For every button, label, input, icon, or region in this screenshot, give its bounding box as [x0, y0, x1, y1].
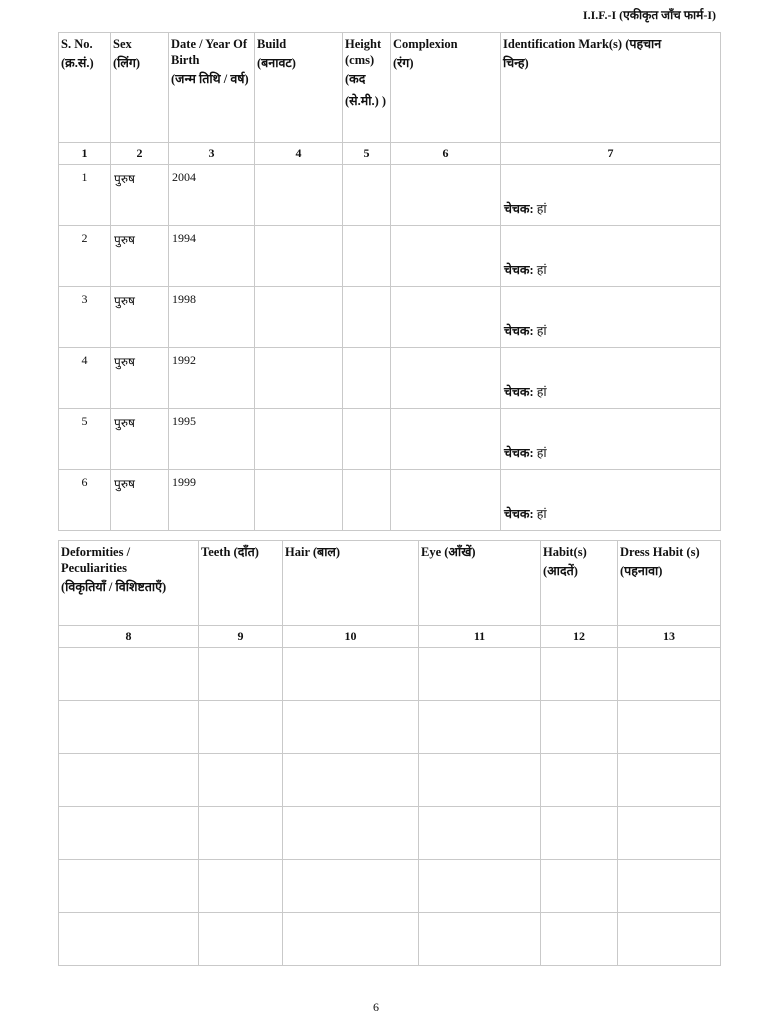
table-header-row [59, 541, 721, 626]
birth-year-cell: 1994 [169, 226, 255, 287]
column-number: 11 [419, 626, 541, 648]
complexion-cell [391, 165, 501, 226]
height-cell [343, 409, 391, 470]
column-number: 3 [169, 143, 255, 165]
column-header-hi: (आदतें) [543, 564, 578, 578]
column-header-en: Eye (आँखें) [421, 545, 476, 559]
column-header-en: S. No. [61, 37, 93, 51]
column-header [59, 541, 199, 626]
column-number: 1 [59, 143, 111, 165]
column-number: 9 [199, 626, 283, 648]
column-number-row [59, 143, 721, 165]
column-header-en: Sex [113, 37, 132, 51]
column-header [169, 33, 255, 143]
column-header [501, 33, 721, 143]
column-header [283, 541, 419, 626]
column-number-row [59, 626, 721, 648]
build-cell [255, 165, 343, 226]
serial-number-cell: 4 [59, 348, 111, 409]
identification-mark [504, 383, 717, 400]
identification-mark-value: हां [536, 324, 547, 338]
column-header-en: Build [257, 37, 287, 51]
column-header-en: Habit(s) [543, 545, 587, 559]
birth-year-cell: 1998 [169, 287, 255, 348]
complexion-cell [391, 348, 501, 409]
identification-mark [504, 505, 717, 522]
complexion-cell [391, 226, 501, 287]
column-header-hi: (पहनावा) [620, 564, 663, 578]
column-number: 12 [541, 626, 618, 648]
identification-mark-label: चेचक: [504, 202, 534, 216]
feature-cell [59, 807, 199, 860]
column-header [618, 541, 721, 626]
identification-mark-cell [501, 348, 721, 409]
birth-year-cell: 1992 [169, 348, 255, 409]
identification-mark-value: हां [536, 446, 547, 460]
birth-year-cell: 2004 [169, 165, 255, 226]
feature-cell [618, 913, 721, 966]
column-header-en: Identification Mark(s) (पहचान [503, 37, 662, 51]
height-cell [343, 470, 391, 531]
feature-cell [283, 754, 419, 807]
feature-cell [199, 648, 283, 701]
feature-cell [59, 860, 199, 913]
physical-features-table [58, 540, 721, 966]
table-row [59, 701, 721, 754]
identification-mark [504, 322, 717, 339]
column-header [111, 33, 169, 143]
column-header-hi: (जन्म तिथि / वर्ष) [171, 72, 249, 86]
sex-cell: पुरुष [111, 348, 169, 409]
identification-mark-cell [501, 287, 721, 348]
complexion-cell [391, 287, 501, 348]
feature-cell [199, 860, 283, 913]
column-header [391, 33, 501, 143]
feature-cell [419, 701, 541, 754]
feature-cell [419, 860, 541, 913]
feature-cell [59, 913, 199, 966]
feature-cell [419, 913, 541, 966]
column-header [199, 541, 283, 626]
feature-cell [618, 648, 721, 701]
identification-mark-value: हां [536, 263, 547, 277]
column-number: 10 [283, 626, 419, 648]
height-cell [343, 226, 391, 287]
table-row [59, 648, 721, 701]
feature-cell [541, 648, 618, 701]
column-header-en: Dress Habit (s) [620, 545, 700, 559]
build-cell [255, 470, 343, 531]
birth-year-cell: 1995 [169, 409, 255, 470]
identification-mark [504, 444, 717, 461]
feature-cell [618, 807, 721, 860]
feature-cell [541, 754, 618, 807]
identification-mark-cell [501, 226, 721, 287]
column-header-en: Deformities / Peculiarities [61, 545, 131, 575]
identification-mark-value: हां [536, 202, 547, 216]
serial-number-cell: 2 [59, 226, 111, 287]
table-row [59, 754, 721, 807]
column-header-en: Height (cms) [345, 37, 382, 67]
column-number: 6 [391, 143, 501, 165]
table-row [59, 913, 721, 966]
table-row [59, 409, 721, 470]
column-header [541, 541, 618, 626]
column-number: 13 [618, 626, 721, 648]
complexion-cell [391, 409, 501, 470]
feature-cell [419, 807, 541, 860]
serial-number-cell: 1 [59, 165, 111, 226]
identification-mark-label: चेचक: [504, 324, 534, 338]
sex-cell: पुरुष [111, 470, 169, 531]
feature-cell [283, 807, 419, 860]
table-row [59, 348, 721, 409]
table-header-row [59, 33, 721, 143]
column-header-en: Teeth (दाँत) [201, 545, 259, 559]
feature-cell [541, 913, 618, 966]
feature-cell [541, 807, 618, 860]
feature-cell [199, 807, 283, 860]
column-number: 2 [111, 143, 169, 165]
sex-cell: पुरुष [111, 287, 169, 348]
feature-cell [283, 860, 419, 913]
identification-mark-label: चेचक: [504, 507, 534, 521]
column-header-hi: (कद (से.मी.) ) [345, 72, 387, 108]
column-header [419, 541, 541, 626]
column-header-en: Complexion [393, 37, 458, 51]
identification-mark [504, 200, 717, 217]
feature-cell [618, 701, 721, 754]
build-cell [255, 226, 343, 287]
serial-number-cell: 3 [59, 287, 111, 348]
identification-mark-label: चेचक: [504, 446, 534, 460]
column-header-hi: (विकृतियाँ / विशिष्टताएँ) [61, 580, 167, 594]
table-row [59, 807, 721, 860]
build-cell [255, 348, 343, 409]
feature-cell [59, 701, 199, 754]
serial-number-cell: 5 [59, 409, 111, 470]
column-header-hi: (लिंग) [113, 56, 141, 70]
sex-cell: पुरुष [111, 165, 169, 226]
feature-cell [199, 701, 283, 754]
identification-mark-value: हां [536, 507, 547, 521]
column-number: 4 [255, 143, 343, 165]
table-row [59, 470, 721, 531]
serial-number-cell: 6 [59, 470, 111, 531]
birth-year-cell: 1999 [169, 470, 255, 531]
form-code: I.I.F.-I (एकीकृत जाँच फार्म-I) [582, 8, 716, 22]
personal-particulars-table [58, 32, 721, 531]
feature-cell [59, 648, 199, 701]
column-header-hi: (क्र.सं.) [61, 56, 94, 70]
identification-mark-value: हां [536, 385, 547, 399]
feature-cell [283, 913, 419, 966]
column-header-en: Date / Year Of Birth [171, 37, 248, 67]
height-cell [343, 165, 391, 226]
sex-cell: पुरुष [111, 226, 169, 287]
build-cell [255, 287, 343, 348]
identification-mark-label: चेचक: [504, 263, 534, 277]
page-number: 6 [373, 1000, 379, 1014]
table-row [59, 226, 721, 287]
identification-mark-cell [501, 470, 721, 531]
sex-cell: पुरुष [111, 409, 169, 470]
height-cell [343, 287, 391, 348]
identification-mark [504, 261, 717, 278]
feature-cell [283, 648, 419, 701]
column-number: 5 [343, 143, 391, 165]
column-number: 7 [501, 143, 721, 165]
complexion-cell [391, 470, 501, 531]
feature-cell [541, 701, 618, 754]
feature-cell [541, 860, 618, 913]
column-header [255, 33, 343, 143]
identification-mark-label: चेचक: [504, 385, 534, 399]
column-header-hi: (बनावट) [257, 56, 296, 70]
feature-cell [419, 754, 541, 807]
table-row [59, 287, 721, 348]
table-row [59, 860, 721, 913]
feature-cell [199, 913, 283, 966]
column-header [343, 33, 391, 143]
feature-cell [283, 701, 419, 754]
feature-cell [59, 754, 199, 807]
feature-cell [419, 648, 541, 701]
column-header-hi: चिन्ह) [503, 56, 529, 70]
build-cell [255, 409, 343, 470]
column-header [59, 33, 111, 143]
identification-mark-cell [501, 409, 721, 470]
height-cell [343, 348, 391, 409]
column-header-hi: (रंग) [393, 56, 414, 70]
column-header-en: Hair (बाल) [285, 545, 341, 559]
identification-mark-cell [501, 165, 721, 226]
column-number: 8 [59, 626, 199, 648]
feature-cell [199, 754, 283, 807]
feature-cell [618, 754, 721, 807]
feature-cell [618, 860, 721, 913]
table-row [59, 165, 721, 226]
